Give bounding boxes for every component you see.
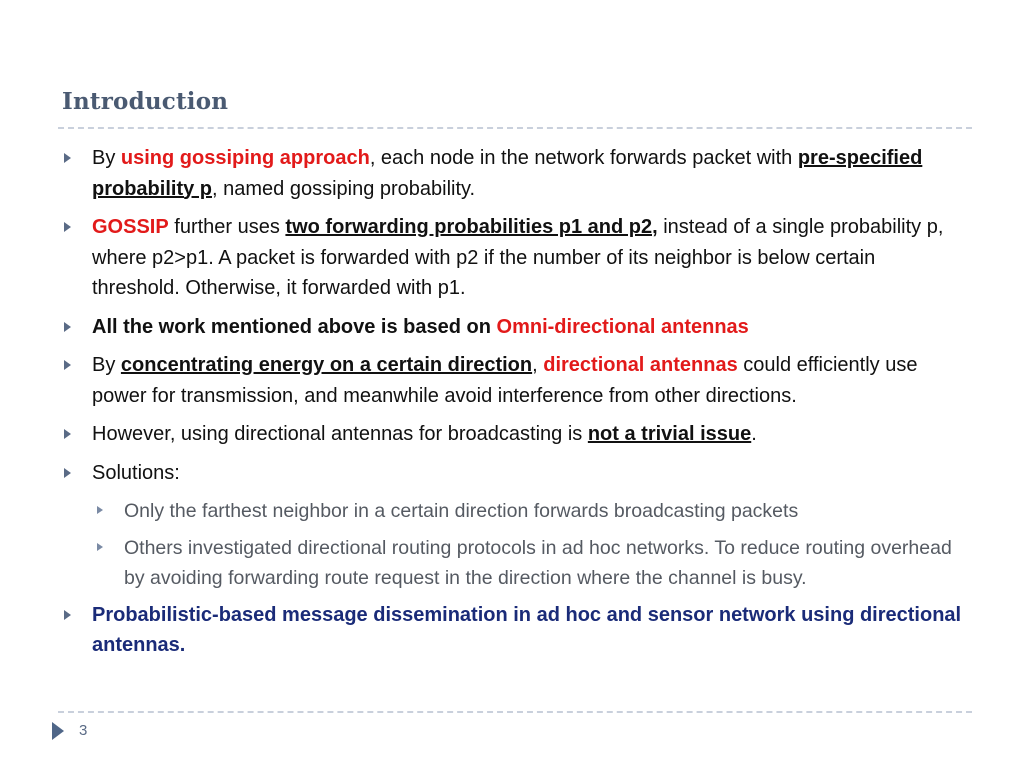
text: However, using directional antennas for broadcasting is — [92, 423, 588, 445]
text: By — [92, 147, 121, 169]
text: , each node in the network forwards packet with — [369, 147, 798, 169]
emphasis-red: using gossiping approach — [120, 147, 370, 169]
text: . — [751, 423, 757, 445]
footer-divider — [58, 711, 972, 713]
emphasis-navy: Probabilistic-based message dissemination in ad hoc and sensor network using directional antennas. — [92, 603, 962, 656]
emphasis-red: GOSSIP — [92, 216, 169, 238]
text: , — [532, 354, 544, 376]
text: Only the farthest neighbor in a certain direction forwards broadcasting packets — [124, 500, 799, 522]
sub-bullet-arrow-icon — [97, 543, 103, 551]
text: , named gossiping probability. — [212, 177, 476, 200]
emphasis-red: directional antennas — [543, 354, 738, 376]
sub-bullet-arrow-icon — [97, 506, 103, 514]
bullet-paper-title — [62, 600, 967, 661]
sub-bullet-directional-routing — [94, 533, 967, 594]
bullet-arrow-icon — [64, 322, 71, 332]
bullet-arrow-icon — [64, 468, 71, 478]
text: Solutions: — [92, 461, 180, 484]
bullet-arrow-icon — [64, 360, 71, 370]
bullet-omni-directional — [62, 312, 967, 343]
text: could efficiently use power for transmission, and meanwhile avoid interference from other directions. — [92, 354, 918, 407]
sub-bullet-farthest-neighbor — [94, 496, 967, 527]
emphasis-red: Omni-directional antennas — [496, 315, 749, 338]
bullet-gossiping-approach — [62, 143, 967, 204]
text: instead of a single probability p, where p2>p1. A packet is forwarded with p2 if the number of its neighbor is below certain threshold. Otherwise, it forwarded with p1. — [92, 216, 944, 299]
bullet-directional-antennas — [62, 350, 967, 411]
slide-body — [62, 143, 967, 669]
text: Others investigated directional routing protocols in ad hoc networks. To reduce routing overhead by avoiding forwarding route request in the direction where the channel is busy. — [124, 536, 952, 589]
bullet-arrow-icon — [64, 153, 71, 163]
page-number: 3 — [79, 722, 88, 739]
footer-arrow-icon — [52, 722, 64, 740]
emphasis-underline: pre-specified probability p — [92, 147, 923, 200]
text: By — [92, 354, 121, 376]
emphasis-underline: concentrating energy on a certain direction — [120, 354, 533, 376]
text: further uses — [168, 216, 286, 238]
emphasis-bold: All the work mentioned above is based on — [92, 315, 497, 338]
slide-title: Introduction — [62, 88, 229, 115]
bullet-arrow-icon — [64, 429, 71, 439]
emphasis-underline: not a trivial issue — [587, 423, 752, 445]
bullet-solutions — [62, 458, 967, 489]
bullet-arrow-icon — [64, 222, 71, 232]
emphasis-underline: two forwarding probabilities p1 and p2, — [285, 216, 658, 238]
bullet-broadcasting-issue — [62, 419, 967, 450]
bullet-arrow-icon — [64, 610, 71, 620]
bullet-gossip-protocol — [62, 212, 967, 304]
title-divider — [58, 127, 972, 129]
